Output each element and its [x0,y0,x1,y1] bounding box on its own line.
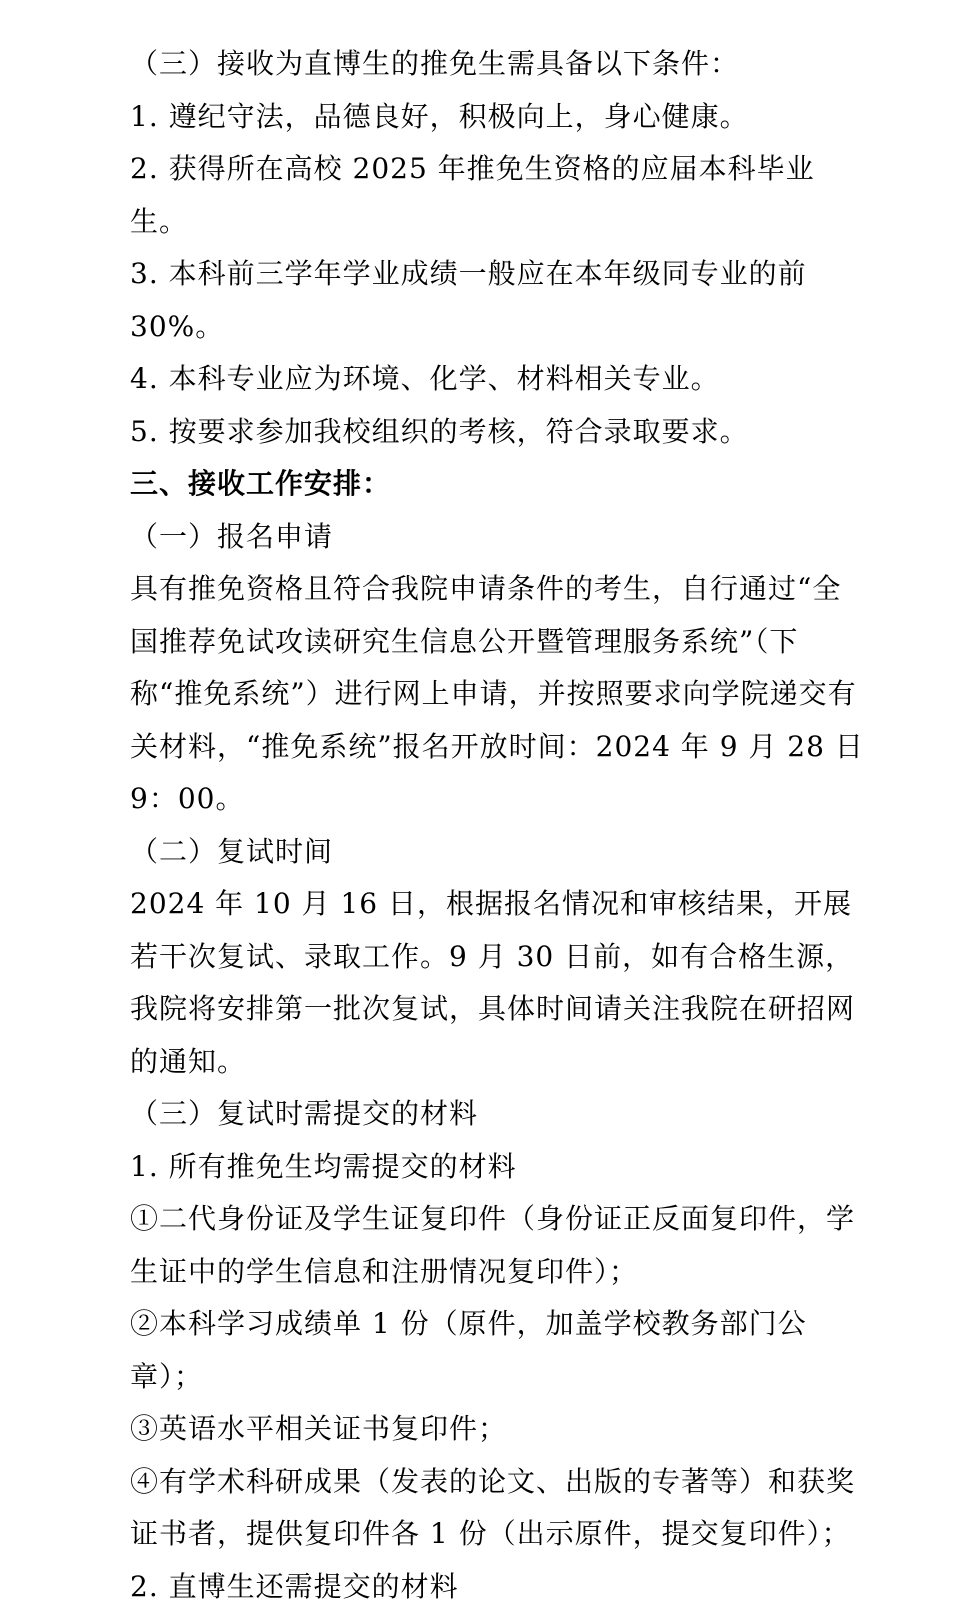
subsection-heading-materials: （三）复试时需提交的材料 [70,1088,870,1141]
section-heading-arrangement: 三、接收工作安排： [70,458,870,511]
subsection-heading-retest-time: （二）复试时间 [70,826,870,879]
condition-item-5: 5. 按要求参加我校组织的考核，符合录取要求。 [70,406,870,459]
materials-item-1-a: ①二代身份证及学生证复印件（身份证正反面复印件，学生证中的学生信息和注册情况复印件）； [70,1193,870,1298]
materials-item-1: 1. 所有推免生均需提交的材料 [70,1141,870,1194]
condition-item-1: 1. 遵纪守法，品德良好，积极向上，身心健康。 [70,91,870,144]
condition-item-3: 3. 本科前三学年学业成绩一般应在本年级同专业的前 30%。 [70,248,870,353]
materials-item-1-d: ④有学术科研成果（发表的论文、出版的专著等）和获奖证书者，提供复印件各 1 份（出示原件，提交复印件）； [70,1456,870,1561]
application-paragraph: 具有推免资格且符合我院申请条件的考生，自行通过“全国推荐免试攻读研究生信息公开暨管理服务系统”（下称“推免系统”）进行网上申请，并按照要求向学院递交有关材料，“推免系统”报名开放时间：2024 年 9 月 28 日 9：00。 [70,563,870,826]
retest-time-paragraph: 2024 年 10 月 16 日，根据报名情况和审核结果，开展若干次复试、录取工作。9 月 30 日前，如有合格生源，我院将安排第一批次复试，具体时间请关注我院在研招网的通知。 [70,878,870,1088]
condition-item-4: 4. 本科专业应为环境、化学、材料相关专业。 [70,353,870,406]
materials-item-2: 2. 直博生还需提交的材料 [70,1561,870,1613]
condition-item-2: 2. 获得所在高校 2025 年推免生资格的应届本科毕业生。 [70,143,870,248]
document-body [70,38,870,1613]
subsection-heading-application: （一）报名申请 [70,511,870,564]
condition-heading: （三）接收为直博生的推免生需具备以下条件： [70,38,870,91]
materials-item-1-c: ③英语水平相关证书复印件； [70,1403,870,1456]
materials-item-1-b: ②本科学习成绩单 1 份（原件，加盖学校教务部门公章）； [70,1298,870,1403]
